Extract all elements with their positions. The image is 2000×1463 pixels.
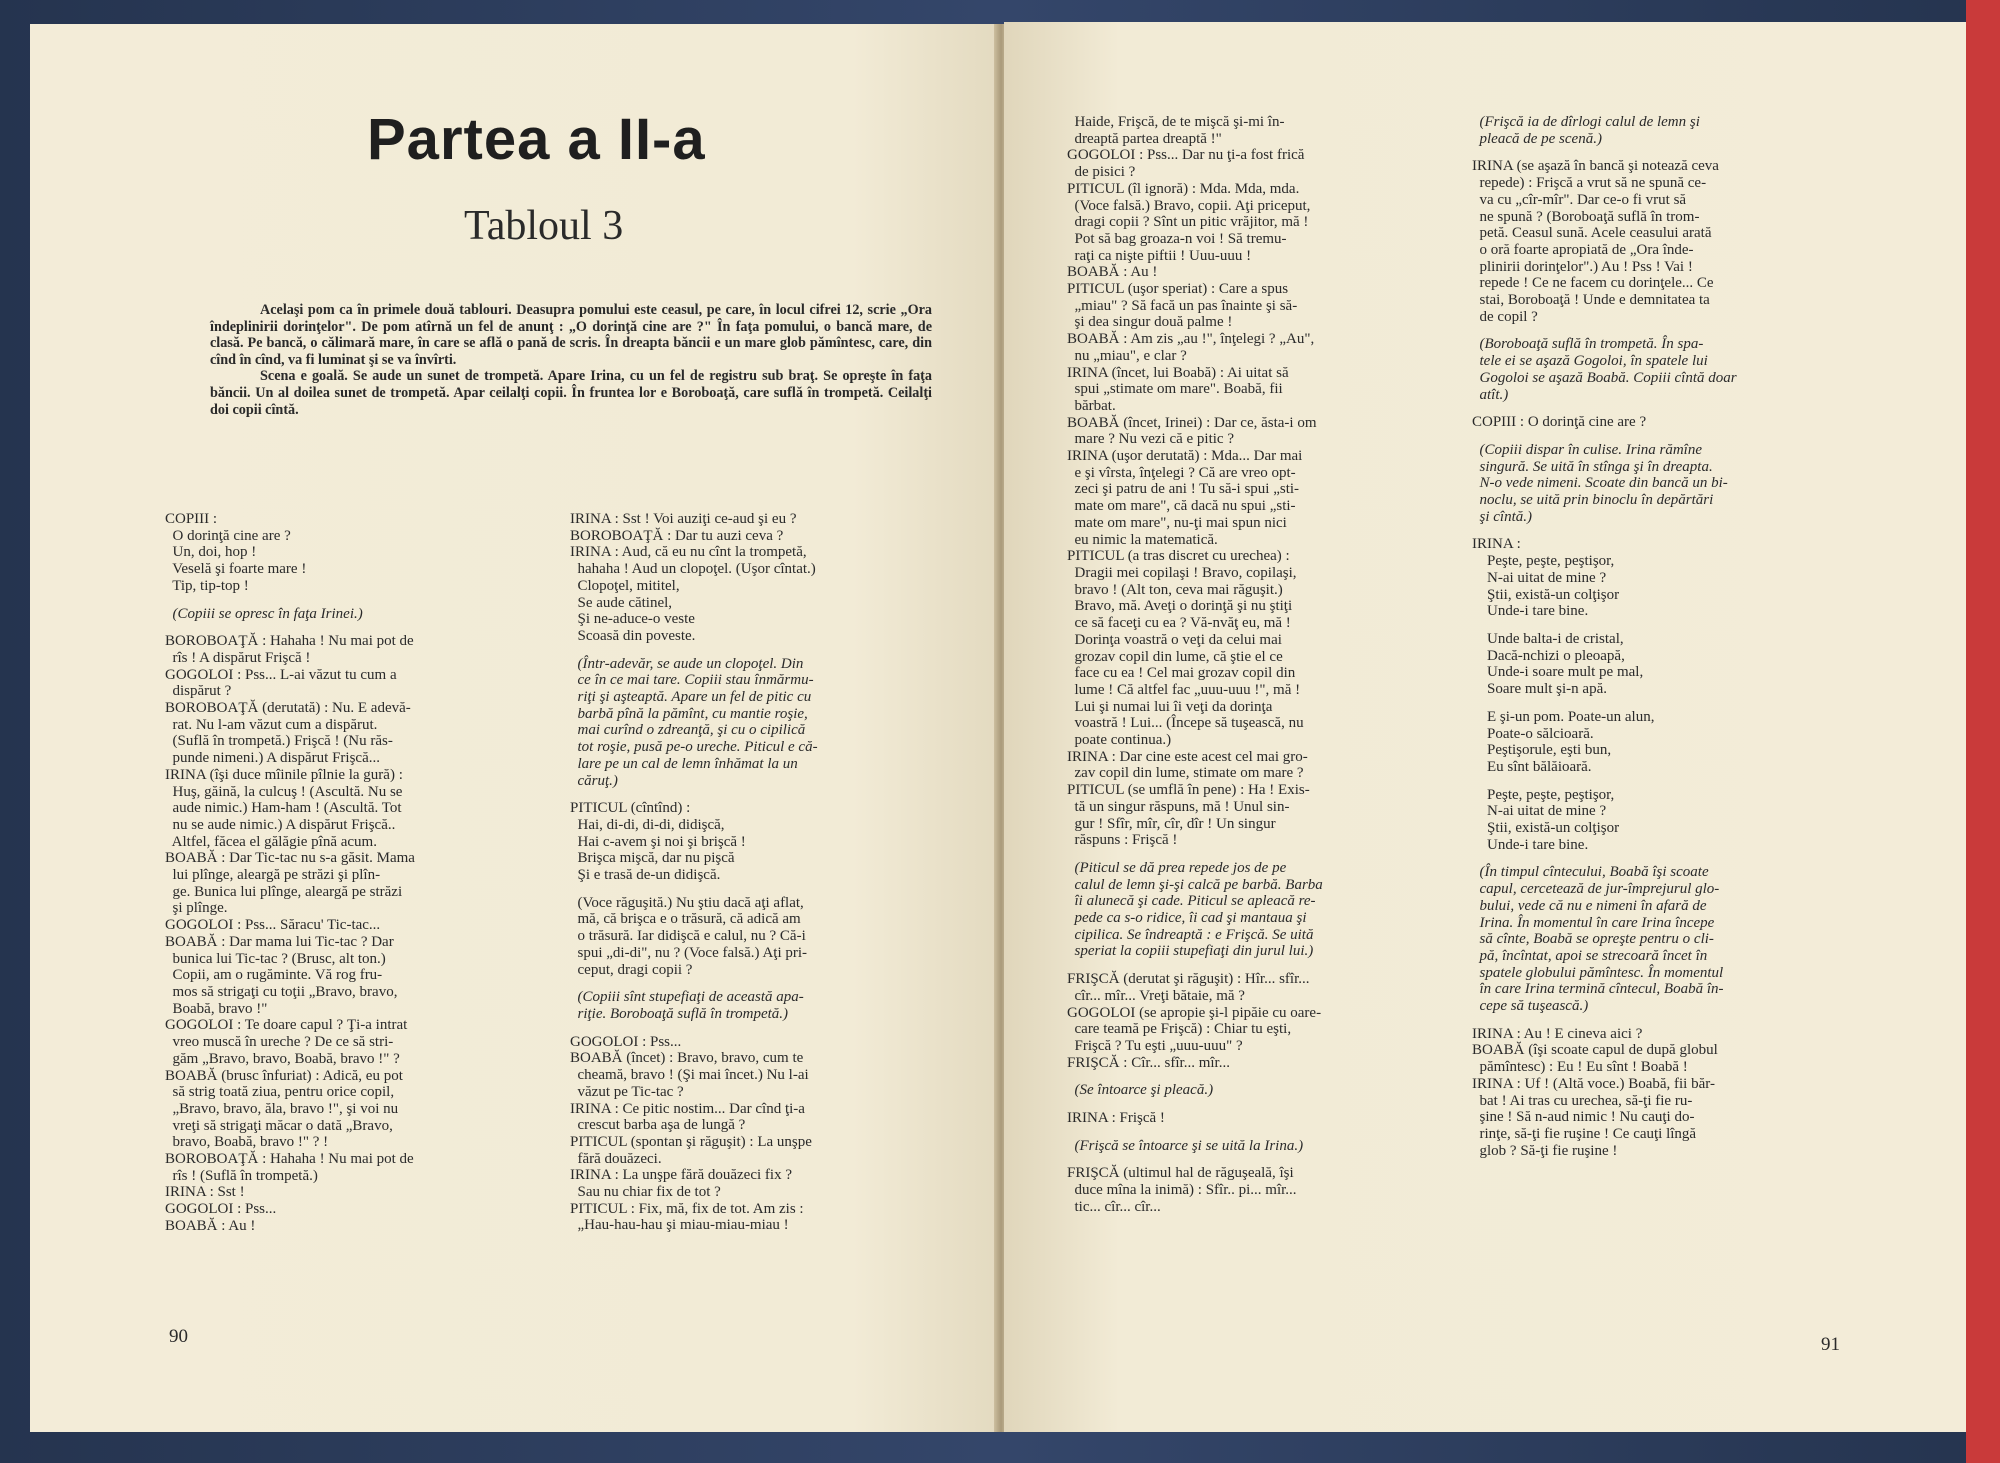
page-number: 91 [1821, 1334, 1840, 1355]
stage-direction-line: (Frişcă se întoarce şi se uită la Irina.) [1067, 1137, 1304, 1154]
dialogue-line: Dragii mei copilaşi ! Bravo, copilaşi, [1067, 564, 1297, 581]
dialogue-line: (Voce răguşită.) Nu ştiu dacă aţi aflat, [570, 894, 804, 911]
dialogue-line: Eu sînt bălăioară. [1472, 758, 1592, 775]
stage-direction-line: lare pe un cal de lemn înhămat la un [570, 755, 798, 772]
stage-direction-line: în care Irina termină cîntecul, Boabă în- [1472, 981, 1724, 998]
dialogue-line: GOGOLOI (se apropie şi-l pipăie cu oare- [1067, 1004, 1322, 1021]
dialogue-line: gur ! Sfîr, mîr, cîr, dîr ! Un singur [1067, 815, 1276, 832]
dialogue-line: Pot să bag groaza-n voi ! Să tremu- [1067, 230, 1287, 247]
page-number: 90 [169, 1326, 188, 1347]
book-cover-red-edge [1966, 0, 2000, 1463]
dialogue-line: hahaha ! Aud un clopoţel. (Uşor cîntat.) [570, 561, 816, 578]
dialogue-line: Şi e trasă de-un didişcă. [570, 867, 721, 884]
stage-direction-line: mai curînd o zdreanţă, şi cu o cipilică [570, 722, 806, 739]
dialogue-line: Ştii, există-un colţişor [1472, 820, 1620, 837]
blank-line [570, 789, 970, 800]
dialogue-line: Peştişorule, eşti bun, [1472, 742, 1612, 759]
dialogue-line: poate continua.) [1067, 732, 1172, 749]
dialogue-line: FRIŞCĂ (ultimul hal de răguşeală, îşi [1067, 1165, 1294, 1182]
dialogue-line: şi plînge. [165, 900, 228, 917]
stage-direction-line: ce în ce mai tare. Copiii stau înmărmu- [570, 672, 814, 689]
dialogue-line: IRINA : Frişcă ! [1067, 1110, 1165, 1127]
stage-direction-line: pă, încîntat, apoi se strecoară încet în [1472, 947, 1708, 964]
dialogue-line: FRIŞCĂ (derutat şi răguşit) : Hîr... sfîr... [1067, 971, 1310, 988]
blank-line [1067, 1071, 1463, 1082]
stage-direction-line: căruţ.) [570, 772, 618, 789]
dialogue-line: mos să strigaţi cu toţii „Bravo, bravo, [165, 983, 398, 1000]
dialogue-line: IRINA : Uf ! (Altă voce.) Boabă, fii băr- [1472, 1075, 1715, 1092]
stage-direction-line: calul de lemn şi-şi calcă pe barbă. Barba [1067, 876, 1323, 893]
dialogue-line: PITICUL (uşor speriat) : Care a spus [1067, 281, 1289, 298]
dialogue-line: „Hau-hau-hau şi miau-miau-miau ! [570, 1217, 789, 1234]
dialogue-line: vreo muscă în ureche ? De ce să stri- [165, 1034, 394, 1051]
dialogue-line: nu se aude nimic.) A dispărut Frişcă.. [165, 816, 396, 833]
dialogue-line: nu „miau", e clar ? [1067, 347, 1187, 364]
dialogue-line: şine ! Să n-aud nimic ! Nu cauţi do- [1472, 1109, 1695, 1126]
blank-line [1067, 1154, 1463, 1165]
dialogue-line: IRINA : Sst ! [165, 1184, 245, 1201]
dialogue-line: lume ! Că altfel fac „uuu-uuu !", mă ! [1067, 681, 1301, 698]
dialogue-line: GOGOLOI : Te doare capul ? Ţi-a intrat [165, 1017, 408, 1034]
dialogue-line: plinirii dorinţelor".) Au ! Pss ! Vai ! [1472, 258, 1693, 275]
right-page-column-1 [1067, 114, 1463, 1216]
blank-line [570, 884, 970, 895]
dialogue-line: crescut barba aşa de lungă ? [570, 1117, 746, 1134]
dialogue-line: Soare mult şi-n apă. [1472, 681, 1607, 698]
stage-direction-line: speriat la copiii stupefiaţi din jurul lui.) [1067, 943, 1314, 960]
dialogue-line: pămîntesc) : Eu ! Eu sînt ! Boabă ! [1472, 1059, 1688, 1076]
dialogue-line: ge. Bunica lui plînge, aleargă pe străzi [165, 883, 403, 900]
stage-direction-line: tot roşie, pusă pe-o ureche. Piticul e că- [570, 739, 818, 756]
dialogue-line: rinţe, să-ţi fie ruşine ! Ce cauţi lîngă [1472, 1125, 1697, 1142]
blank-line [570, 645, 970, 656]
dialogue-line: PITICUL (îl ignoră) : Mda. Mda, mda. [1067, 180, 1300, 197]
dialogue-line: Se aude cătinel, [570, 594, 673, 611]
dialogue-line: Dorinţa voastră o veţi da celui mai [1067, 631, 1282, 648]
stage-direction-line: noclu, se uită prin binoclu în depărtări [1472, 492, 1714, 509]
dialogue-line: Dacă-nchizi o pleoapă, [1472, 647, 1625, 664]
dialogue-line: răspuns : Frişcă ! [1067, 832, 1178, 849]
dialogue-line: BOABĂ : Au ! [165, 1217, 256, 1234]
stage-direction-line: atît.) [1472, 386, 1509, 403]
dialogue-line: Tip, tip-top ! [165, 577, 249, 594]
dialogue-line: PITICUL (spontan şi răguşit) : La unşpe [570, 1133, 812, 1150]
dialogue-line: „miau" ? Să facă un pas înainte şi să- [1067, 297, 1298, 314]
stage-direction-line: riţi şi aşteaptă. Apare un fel de pitic cu [570, 689, 812, 706]
dialogue-line: BOABĂ : Au ! [1067, 264, 1158, 281]
dialogue-line: ce să faceţi cu ea ? Vă-nvăţ eu, mă ! [1067, 615, 1291, 632]
blank-line [1472, 1015, 1872, 1026]
dialogue-line: PITICUL (se umflă în pene) : Ha ! Exis- [1067, 782, 1310, 799]
dialogue-line: dragi copii ? Sînt un pitic vrăjitor, mă ! [1067, 214, 1309, 231]
stage-direction-line: cepe să tuşească.) [1472, 998, 1589, 1015]
dialogue-line: stai, Boroboaţă ! Unde e demnitatea ta [1472, 292, 1710, 309]
right-page-column-2 [1472, 114, 1872, 1159]
dialogue-line: repede) : Frişcă a vrut să ne spună ce- [1472, 175, 1707, 192]
dialogue-line: Peşte, peşte, peştişor, [1472, 786, 1615, 803]
dialogue-line: „Bravo, bravo, ăla, bravo !", şi voi nu [165, 1100, 399, 1117]
dialogue-line: BOABĂ (încet) : Bravo, bravo, cum te [570, 1050, 804, 1067]
stage-direction-line: (Copiii dispar în culise. Irina rămîne [1472, 441, 1702, 458]
dialogue-line: Altfel, făcea el gălăgie pînă acum. [165, 833, 377, 850]
dialogue-line: voastră ! Lui... (Începe să tuşească, nu [1067, 715, 1304, 732]
dialogue-line: GOGOLOI : Pss... Dar nu ţi-a fost frică [1067, 147, 1305, 164]
blank-line [1067, 849, 1463, 860]
dialogue-line: Huş, găină, la culcuş ! (Ascultă. Nu se [165, 783, 403, 800]
stage-direction-line: tele ei se aşază Gogoloi, în spatele lui [1472, 353, 1708, 370]
dialogue-line: IRINA (îşi duce mîinile pîlnie la gură) : [165, 766, 403, 783]
dialogue-line: BOROBOAŢĂ : Hahaha ! Nu mai pot de [165, 633, 414, 650]
stage-direction-line: îi alunecă şi cade. Piticul se apleacă re- [1067, 893, 1316, 910]
dialogue-line: IRINA : La unşpe fără douăzeci fix ? [570, 1167, 792, 1184]
dialogue-line: mare ? Nu vezi că e pitic ? [1067, 431, 1234, 448]
stage-direction-line: şi cîntă.) [1472, 508, 1532, 525]
left-page-column-2 [570, 511, 970, 1234]
dialogue-line: spui „di-di", nu ? (Voce falsă.) Aţi pri- [570, 944, 808, 961]
stage-direction-line: pleacă de pe scenă.) [1472, 130, 1602, 147]
dialogue-line: Hai, di-di, di-di, didişcă, [570, 816, 725, 833]
dialogue-line: FRIŞCĂ : Cîr... sfîr... mîr... [1067, 1054, 1230, 1071]
part-title: Partea a II-a [367, 107, 706, 172]
tableau-title: Tabloul 3 [464, 203, 624, 249]
dialogue-line: văzut pe Tic-tac ? [570, 1083, 684, 1100]
dialogue-line: zav copil din lume, stimate om mare ? [1067, 765, 1304, 782]
dialogue-line: Sau nu chiar fix de tot ? [570, 1184, 721, 1201]
dialogue-line: dispărut ? [165, 683, 232, 700]
dialogue-line: bunica lui Tic-tac ? (Brusc, alt ton.) [165, 950, 386, 967]
dialogue-line: ceput, dragi copii ? [570, 961, 693, 978]
stage-direction-line: (Se întoarce şi pleacă.) [1067, 1082, 1214, 1099]
dialogue-line: BOABĂ (îşi scoate capul de după globul [1472, 1042, 1718, 1059]
dialogue-line: petă. Ceasul sună. Acele ceasului arată [1472, 225, 1712, 242]
dialogue-line: face cu ea ! Cel mai grozav copil din [1067, 665, 1296, 682]
dialogue-line: GOGOLOI : Pss... [165, 1201, 277, 1218]
dialogue-line: Hai c-avem şi noi şi brişcă ! [570, 833, 746, 850]
blank-line [1472, 525, 1872, 536]
dialogue-line: GOGOLOI : Pss... Săracu' Tic-tac... [165, 917, 381, 934]
dialogue-line: Unde-i tare bine. [1472, 603, 1589, 620]
stage-direction-line: (Într-adevăr, se aude un clopoţel. Din [570, 655, 804, 672]
dialogue-line: GOGOLOI : Pss... L-ai văzut tu cum a [165, 666, 397, 683]
dialogue-line: bravo, Boabă, bravo !" ? ! [165, 1134, 329, 1151]
dialogue-line: PITICUL (a tras discret cu urechea) : [1067, 548, 1290, 565]
blank-line [165, 622, 555, 633]
dialogue-line: Copii, am o rugăminte. Vă rog fru- [165, 967, 383, 984]
stage-direction-line: (Piticul se dă prea repede jos de pe [1067, 859, 1287, 876]
dialogue-line: IRINA : [1472, 536, 1521, 553]
dialogue-line: (Suflă în trompetă.) Frişcă ! (Nu răs- [165, 733, 393, 750]
stage-direction-line: N-o vede nimeni. Scoate din bancă un bi- [1472, 475, 1728, 492]
left-page [30, 24, 998, 1432]
dialogue-line: şi dea singur două palme ! [1067, 314, 1233, 331]
stage-direction-line: să cînte, Boabă se opreşte pentru o cli- [1472, 931, 1714, 948]
dialogue-line: IRINA : Au ! E cineva aici ? [1472, 1025, 1643, 1042]
dialogue-line: BOABĂ (încet, Irinei) : Dar ce, ăsta-i om [1067, 414, 1317, 431]
stage-direction-line: singură. Se uită în stînga şi în dreapta. [1472, 458, 1713, 475]
dialogue-line: cheamă, bravo ! (Şi mai încet.) Nu l-ai [570, 1067, 809, 1084]
dialogue-line: spui „stimate om mare". Boabă, fii [1067, 381, 1283, 398]
dialogue-line: Unde-i tare bine. [1472, 836, 1589, 853]
stage-direction-line: (Copiii se opresc în faţa Irinei.) [165, 605, 363, 622]
dialogue-line: de copil ? [1472, 308, 1538, 325]
dialogue-line: care teamă pe Frişcă) : Chiar tu eşti, [1067, 1021, 1292, 1038]
dialogue-line: BOABĂ (brusc înfuriat) : Adică, eu pot [165, 1067, 403, 1084]
dialogue-line: punde nimeni.) A dispărut Frişcă... [165, 750, 380, 767]
dialogue-line: O dorinţă cine are ? [165, 527, 291, 544]
stage-direction-line: barbă pînă la pămînt, cu mantie roşie, [570, 705, 808, 722]
dialogue-line: raţi ca nişte piftii ! Uuu-uuu ! [1067, 247, 1252, 264]
dialogue-line: aude nimic.) Ham-ham ! (Ascultă. Tot [165, 800, 402, 817]
intro-paragraph: Scena e goală. Se aude un sunet de trompetă. Apare Irina, cu un fel de registru sub braţ. Se opreşte în faţa băncii. Un al doilea sunet de trompetă. Apar ceilalţi copii. În fruntea lor e Boroboaţă, care suflă în trompetă. Ceilalţi doi copii cîntă. [210, 368, 932, 418]
dialogue-line: grozav copil din lume, că ştie el ce [1067, 648, 1283, 665]
dialogue-line: de pisici ? [1067, 164, 1136, 181]
dialogue-line: mate om mare", nu-ţi mai spun nici [1067, 514, 1287, 531]
dialogue-line: rîs ! A dispărut Frişcă ! [165, 649, 311, 666]
dialogue-line: dreaptă partea dreaptă !" [1067, 130, 1222, 147]
dialogue-line: o trăsură. Iar didişcă e calul, nu ? Că-i [570, 928, 806, 945]
dialogue-line: va cu „cîr-mîr". Dar ce-o fi vrut să [1472, 191, 1687, 208]
dialogue-line: GOGOLOI : Pss... [570, 1033, 682, 1050]
dialogue-line: găm „Bravo, bravo, Boabă, bravo !" ? [165, 1050, 400, 1067]
dialogue-line: IRINA : Ce pitic nostim... Dar cînd ţi-a [570, 1100, 805, 1117]
dialogue-line: BOROBOAŢĂ (derutată) : Nu. E adevă- [165, 700, 411, 717]
blank-line [1067, 1127, 1463, 1138]
dialogue-line: COPIII : [165, 511, 218, 527]
dialogue-line: Ştii, există-un colţişor [1472, 586, 1620, 603]
dialogue-line: Unde-i soare mult pe mal, [1472, 664, 1644, 681]
dialogue-line: mă, că brişca e o trăsură, că adică am [570, 911, 801, 928]
dialogue-line: BOROBOAŢĂ : Dar tu auzi ceva ? [570, 527, 784, 544]
dialogue-line: N-ai uitat de mine ? [1472, 569, 1607, 586]
dialogue-line: N-ai uitat de mine ? [1472, 803, 1607, 820]
dialogue-line: BOABĂ : Dar mama lui Tic-tac ? Dar [165, 933, 394, 950]
dialogue-line: IRINA (se aşază în bancă şi notează ceva [1472, 158, 1719, 175]
blank-line [570, 1023, 970, 1034]
dialogue-line: Lui şi numai lui îi veţi da dorinţa [1067, 698, 1273, 715]
dialogue-line: Haide, Frişcă, de te mişcă şi-mi în- [1067, 114, 1285, 130]
dialogue-line: bravo ! (Alt ton, ceva mai răguşit.) [1067, 581, 1283, 598]
blank-line [1472, 776, 1872, 787]
stage-direction-line: bului, vede că nu e nimeni în afară de [1472, 897, 1707, 914]
dialogue-line: IRINA : Dar cine este acest cel mai gro- [1067, 748, 1308, 765]
dialogue-line: Brişca mişcă, dar nu pişcă [570, 850, 735, 867]
dialogue-line: BOABĂ : Am zis „au !", înţelegi ? „Au", [1067, 331, 1315, 348]
dialogue-line: PITICUL : Fix, mă, fix de tot. Am zis : [570, 1200, 804, 1217]
left-page-column-1 [165, 511, 555, 1235]
stage-direction-line: Irina. În momentul în care Irina începe [1472, 914, 1715, 931]
stage-directions-intro [210, 302, 932, 418]
dialogue-line: E şi-un pom. Poate-un alun, [1472, 708, 1655, 725]
dialogue-line: Frişcă ? Tu eşti „uuu-uuu" ? [1067, 1037, 1243, 1054]
stage-direction-line: (Boroboaţă suflă în trompetă. În spa- [1472, 336, 1704, 353]
dialogue-line: BOABĂ : Dar Tic-tac nu s-a găsit. Mama [165, 850, 415, 867]
dialogue-line: cîr... mîr... Vreţi bătaie, mă ? [1067, 987, 1245, 1004]
dialogue-line: Clopoţel, mititel, [570, 577, 680, 594]
blank-line [1472, 431, 1872, 442]
stage-direction-line: spatele globului pămîntesc. În momentul [1472, 964, 1724, 981]
stage-direction-line: (Frişcă ia de dîrlogi calul de lemn şi [1472, 114, 1700, 130]
dialogue-line: o oră foarte apropiată de „Ora înde- [1472, 241, 1694, 258]
dialogue-line: IRINA : Sst ! Voi auziţi ce-aud şi eu ? [570, 511, 797, 527]
dialogue-line: Scoasă din poveste. [570, 627, 696, 644]
dialogue-line: COPIII : O dorinţă cine are ? [1472, 414, 1647, 431]
dialogue-line: rîs ! (Suflă în trompetă.) [165, 1167, 318, 1184]
stage-direction-line: cipilica. Se îndreaptă : e Frişcă. Se uită [1067, 926, 1314, 943]
dialogue-line: IRINA (încet, lui Boabă) : Ai uitat să [1067, 364, 1289, 381]
dialogue-line: BOROBOAŢĂ : Hahaha ! Nu mai pot de [165, 1151, 414, 1168]
dialogue-line: e şi vîrsta, înţelegi ? Că are vreo opt- [1067, 464, 1296, 481]
dialogue-line: să strig toată ziua, pentru orice copil, [165, 1084, 395, 1101]
dialogue-line: glob ? Să-ţi fie ruşine ! [1472, 1142, 1618, 1159]
blank-line [1472, 853, 1872, 864]
dialogue-line: bărbat. [1067, 397, 1116, 414]
dialogue-line: (Voce falsă.) Bravo, copii. Aţi priceput, [1067, 197, 1311, 214]
dialogue-line: bat ! Ai tras cu urechea, să-ţi fie ru- [1472, 1092, 1693, 1109]
stage-direction-line: Gogoloi se aşază Boabă. Copiii cîntă doar [1472, 369, 1737, 386]
dialogue-line: duce mîna la inimă) : Sfîr.. pi... mîr... [1067, 1182, 1297, 1199]
blank-line [1472, 698, 1872, 709]
stage-direction-line: pede ca s-o ridice, îi cad şi mantaua şi [1067, 910, 1307, 927]
blank-line [1067, 960, 1463, 971]
stage-direction-line: capul, cercetează de jur-împrejurul glo- [1472, 881, 1720, 898]
dialogue-line: lui plînge, aleargă pe străzi şi plîn- [165, 867, 381, 884]
dialogue-line: repede ! Ce ne facem cu dorinţele... Ce [1472, 275, 1714, 292]
dialogue-line: Bravo, mă. Aveţi o dorinţă şi nu ştiţi [1067, 598, 1293, 615]
blank-line [1472, 620, 1872, 631]
dialogue-line: IRINA : Aud, că eu nu cînt la trompetă, [570, 544, 807, 561]
dialogue-line: Veselă şi foarte mare ! [165, 561, 307, 578]
dialogue-line: vreţi să strigaţi măcar o dată „Bravo, [165, 1117, 393, 1134]
blank-line [1472, 325, 1872, 336]
blank-line [1472, 147, 1872, 158]
dialogue-line: rat. Nu l-am văzut cum a dispărut. [165, 716, 378, 733]
dialogue-line: Boabă, bravo !" [165, 1000, 268, 1017]
dialogue-line: tic... cîr... cîr... [1067, 1198, 1161, 1215]
dialogue-line: ne spună ? (Boroboaţă suflă în trom- [1472, 208, 1700, 225]
dialogue-line: Şi ne-aduce-o veste [570, 611, 695, 628]
dialogue-line: tă un singur răspuns, mă ! Unul sin- [1067, 798, 1290, 815]
dialogue-line: Peşte, peşte, peştişor, [1472, 553, 1615, 570]
blank-line [570, 978, 970, 989]
dialogue-line: Un, doi, hop ! [165, 544, 257, 561]
blank-line [165, 595, 555, 606]
right-page [1004, 22, 1966, 1432]
dialogue-line: eu nimic la matematică. [1067, 531, 1218, 548]
stage-direction-line: (În timpul cîntecului, Boabă îşi scoate [1472, 864, 1709, 881]
dialogue-line: Unde balta-i de cristal, [1472, 630, 1624, 647]
stage-direction-line: (Copiii sînt stupefiaţi de această apa- [570, 989, 804, 1006]
stage-direction-line: riţie. Boroboaţă suflă în trompetă.) [570, 1005, 789, 1022]
blank-line [1472, 403, 1872, 414]
dialogue-line: fără douăzeci. [570, 1150, 662, 1167]
dialogue-line: PITICUL (cîntînd) : [570, 800, 691, 817]
dialogue-line: Poate-o sălcioară. [1472, 725, 1594, 742]
dialogue-line: IRINA (uşor derutată) : Mda... Dar mai [1067, 448, 1303, 465]
intro-paragraph: Acelaşi pom ca în primele două tablouri. Deasupra pomului este ceasul, pe care, în locul cifrei 12, scrie „Ora îndeplinirii dorinţelor". De pom atîrnă un fel de anunţ : „O dorinţă cine are ?" În faţa pomului, o bancă mare, de clasă. Pe bancă, o călimară mare, în care se află o pană de scris. În dreapta băncii e un mare glob pămîntesc, care, din cînd în cînd, va fi luminat şi se va învîrti. [210, 302, 932, 368]
blank-line [1067, 1099, 1463, 1110]
dialogue-line: zeci şi patru de ani ! Tu să-i spui „sti- [1067, 481, 1300, 498]
dialogue-line: mate om mare", că dacă nu spui „sti- [1067, 498, 1296, 515]
